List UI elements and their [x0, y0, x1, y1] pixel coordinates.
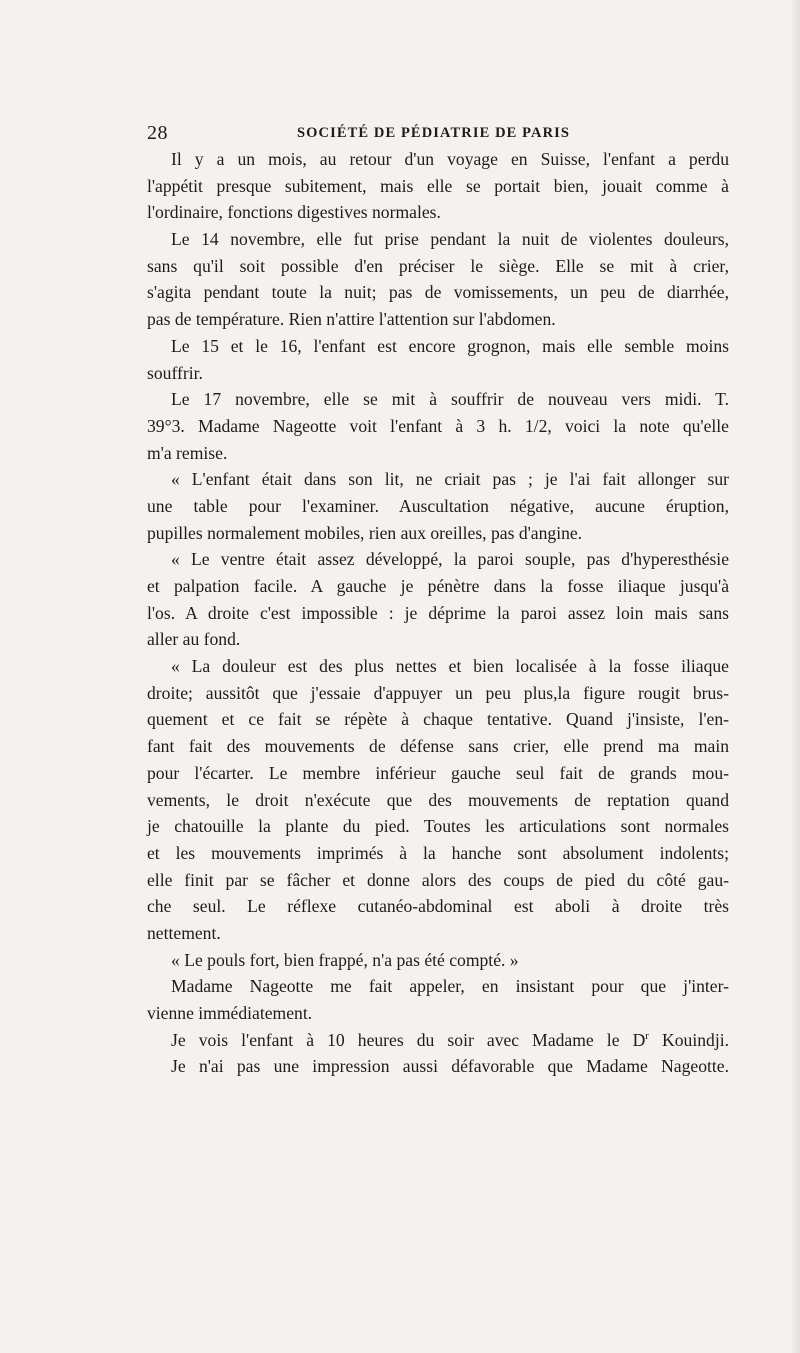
text-line: je chatouille la plante du pied. Toutes les articulations sont normales — [147, 816, 729, 837]
text-line: quement et ce fait se répète à chaque tentative. Quand j'insiste, l'en- — [147, 709, 729, 730]
text-line: aller au fond. — [147, 629, 241, 650]
page-number: 28 — [147, 122, 168, 144]
text-line: une table pour l'examiner. Auscultation négative, aucune éruption, — [147, 495, 729, 516]
text-line: 39°3. Madame Nageotte voit l'enfant à 3 h. 1/2, voici la note qu'elle — [147, 415, 729, 436]
text-line: s'agita pendant toute la nuit; pas de vomissements, un peu de diarrhée, — [147, 282, 729, 303]
text-line: l'os. A droite c'est impossible : je déprime la paroi assez loin mais sans — [147, 602, 729, 623]
text-line: l'appétit presque subitement, mais elle se portait bien, jouait comme à — [147, 175, 729, 196]
text-line: nettement. — [147, 922, 221, 943]
text-line: Le 17 novembre, elle se mit à souffrir de nouveau vers midi. T. — [171, 389, 729, 410]
text-line: elle finit par se fâcher et donne alors des coups de pied du côté gau- — [147, 869, 729, 890]
superscript-r: r — [645, 1029, 649, 1042]
text-line: vements, le droit n'exécute que des mouvements de reptation quand — [147, 789, 729, 810]
text-line: sans qu'il soit possible d'en préciser le siège. Elle se mit à crier, — [147, 255, 729, 276]
text-line: fant fait des mouvements de défense sans crier, elle prend ma main — [147, 736, 729, 757]
text-fragment: Kouindji. — [648, 1029, 729, 1050]
text-line: Je n'ai pas une impression aussi défavorable que Madame Nageotte. — [171, 1056, 729, 1077]
text-line: « Le pouls fort, bien frappé, n'a pas été compté. » — [171, 949, 519, 970]
body-text — [147, 146, 729, 1080]
text-line: l'ordinaire, fonctions digestives normales. — [147, 202, 441, 223]
text-fragment: Je vois l'enfant à 10 heures du soir avec Madame le D — [171, 1029, 646, 1050]
text-line: pour l'écarter. Le membre inférieur gauche seul fait de grands mou- — [147, 762, 729, 783]
text-line: Le 15 et le 16, l'enfant est encore grognon, mais elle semble moins — [171, 335, 729, 356]
text-line: Le 14 novembre, elle fut prise pendant la nuit de violentes douleurs, — [171, 229, 729, 250]
page-header — [147, 122, 727, 146]
text-line: souffrir. — [147, 362, 203, 383]
text-line: Madame Nageotte me fait appeler, en insistant pour que j'inter- — [171, 976, 729, 997]
page-edge-shadow — [790, 0, 800, 1353]
text-line: et palpation facile. A gauche je pénètre dans la fosse iliaque jusqu'à — [147, 576, 729, 596]
text-line: « La douleur est des plus nettes et bien localisée à la fosse iliaque — [171, 656, 729, 677]
text-line: « Le ventre était assez développé, la paroi souple, pas d'hyperesthésie — [171, 549, 729, 570]
text-line: Il y a un mois, au retour d'un voyage en Suisse, l'enfant a perdu — [171, 149, 729, 169]
text-line: et les mouvements imprimés à la hanche sont absolument indolents; — [147, 842, 729, 863]
running-title: SOCIÉTÉ DE PÉDIATRIE DE PARIS — [297, 125, 571, 141]
text-line-doctor — [147, 1027, 729, 1054]
text-line: pas de température. Rien n'attire l'attention sur l'abdomen. — [147, 309, 556, 330]
text-line: vienne immédiatement. — [147, 1003, 313, 1023]
text-line: « L'enfant était dans son lit, ne criait pas ; je l'ai fait allonger sur — [171, 469, 729, 490]
text-line: che seul. Le réflexe cutanéo-abdominal est aboli à droite très — [147, 896, 729, 917]
text-line: pupilles normalement mobiles, rien aux oreilles, pas d'angine. — [147, 522, 583, 543]
text-line: droite; aussitôt que j'essaie d'appuyer un peu plus,la figure rougit brus- — [147, 682, 729, 703]
text-line: m'a remise. — [147, 442, 228, 463]
